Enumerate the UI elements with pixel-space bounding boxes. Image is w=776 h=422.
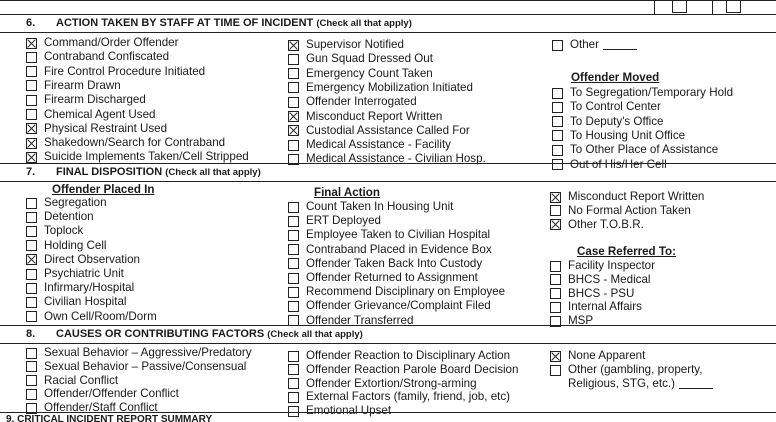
checkbox[interactable] xyxy=(552,159,563,170)
checkbox-label: Other xyxy=(570,38,599,51)
checkbox-item-shakedown-search-for-contraband[interactable] xyxy=(26,136,225,150)
checkbox[interactable] xyxy=(550,261,561,272)
checkbox-item-emergency-mobilization-initiated[interactable] xyxy=(288,81,473,95)
checkbox-item-racial-conflict[interactable] xyxy=(26,374,118,388)
checkbox[interactable] xyxy=(288,82,299,93)
checkbox[interactable] xyxy=(552,88,563,99)
checkbox[interactable] xyxy=(288,97,299,108)
checkbox[interactable] xyxy=(26,109,37,120)
checkbox-item-offender-offender-conflict[interactable] xyxy=(26,387,179,401)
checkbox-item-firearm-drawn[interactable] xyxy=(26,79,121,93)
checkbox-item-sexual-behavior-aggressive-predatory[interactable] xyxy=(26,346,252,360)
checkbox-label: To Control Center xyxy=(570,100,661,114)
checkbox[interactable] xyxy=(550,288,561,299)
checkbox-label: Offender Extortion/Strong-arming xyxy=(306,376,477,390)
checkbox-label: Fire Control Procedure Initiated xyxy=(44,64,206,78)
final-action-heading: Final Action xyxy=(314,186,380,199)
checkbox-label: Offender/Offender Conflict xyxy=(44,387,179,401)
other-continuation-text: Religious, STG, etc.) xyxy=(568,377,675,390)
checkbox[interactable] xyxy=(26,348,37,359)
checkbox-label: Offender Interrogated xyxy=(306,95,417,109)
offender-moved-heading: Offender Moved xyxy=(571,71,660,84)
checkbox[interactable] xyxy=(550,351,561,362)
checkbox-item-to-segregation-temporary-hold[interactable] xyxy=(552,86,733,100)
checkbox[interactable] xyxy=(26,80,37,91)
checkbox[interactable] xyxy=(26,66,37,77)
checkbox-item-medical-assistance-facility[interactable] xyxy=(288,138,451,152)
checkbox[interactable] xyxy=(288,140,299,151)
checkbox-label: No Formal Action Taken xyxy=(568,203,691,217)
checkbox[interactable] xyxy=(26,297,37,308)
checkbox[interactable] xyxy=(26,212,37,223)
checkbox-label: Out of His/Her Cell xyxy=(570,157,667,171)
checkbox-item-offender-returned-to-assignment[interactable] xyxy=(288,271,478,285)
checkbox-label: Offender Grievance/Complaint Filed xyxy=(306,299,491,313)
checkbox-label: Contraband Placed in Evidence Box xyxy=(306,242,492,256)
checkbox-item-holding-cell[interactable] xyxy=(26,239,107,253)
checkbox-label: To Housing Unit Office xyxy=(570,128,686,142)
checkbox-label: Sexual Behavior – Passive/Consensual xyxy=(44,359,247,373)
section9-cut-title: 9. CRITICAL INCIDENT REPORT SUMMARY xyxy=(6,414,213,422)
checkbox-item-other-gambling-property[interactable] xyxy=(550,363,702,377)
checkbox[interactable] xyxy=(26,38,37,49)
checkbox[interactable] xyxy=(26,95,37,106)
checkbox-label: Direct Observation xyxy=(44,252,141,266)
checkbox-label: Gun Squad Dressed Out xyxy=(306,52,433,66)
checkbox-item-chemical-agent-used[interactable] xyxy=(26,108,156,122)
checkbox-item-out-of-his-her-cell[interactable] xyxy=(552,158,667,172)
checkbox-label: Toplock xyxy=(44,224,84,238)
checkbox[interactable] xyxy=(550,205,561,216)
checkbox[interactable] xyxy=(26,138,37,149)
checkbox-label: Internal Affairs xyxy=(568,300,642,314)
checkbox[interactable] xyxy=(26,152,37,163)
checkbox-label: ERT Deployed xyxy=(306,214,381,228)
checkbox-label: Offender Reaction to Disciplinary Action xyxy=(306,349,511,362)
checkbox[interactable] xyxy=(26,254,37,265)
checkbox[interactable] xyxy=(550,302,561,313)
checkbox-item-count-taken-in-housing-unit[interactable] xyxy=(288,200,453,214)
checkbox-label: Offender/Staff Conflict xyxy=(44,401,158,415)
checkbox-item-external-factors-family-friend-job-etc[interactable] xyxy=(288,390,510,404)
checkbox-label: To Deputy's Office xyxy=(570,114,664,128)
checkbox-label: Facility Inspector xyxy=(568,259,655,272)
checkbox-label: Medical Assistance - Civilian Hosp. xyxy=(306,152,486,166)
checkbox-item-to-deputy-s-office[interactable] xyxy=(552,115,664,129)
checkbox-item-offender-interrogated[interactable] xyxy=(288,95,417,109)
checkbox[interactable] xyxy=(26,240,37,251)
checkbox-item-to-housing-unit-office[interactable] xyxy=(552,129,685,143)
checkbox[interactable] xyxy=(550,219,561,230)
checkbox[interactable] xyxy=(552,116,563,127)
checkbox[interactable] xyxy=(26,52,37,63)
checkbox-label: Offender Transferred xyxy=(306,313,414,327)
top-checkbox-1[interactable] xyxy=(672,0,687,13)
section7-title: FINAL DISPOSITION (Check all that apply) xyxy=(56,166,261,178)
checkbox[interactable] xyxy=(26,123,37,134)
checkbox[interactable] xyxy=(288,216,299,227)
checkbox-item-bhcs-psu[interactable] xyxy=(550,287,634,301)
checkbox-label: Physical Restraint Used xyxy=(44,121,168,135)
checkbox[interactable] xyxy=(550,192,561,203)
checkbox-label: Firearm Drawn xyxy=(44,78,121,92)
checkbox[interactable] xyxy=(288,125,299,136)
checkbox-item-employee-taken-to-civilian-hospital[interactable] xyxy=(288,228,490,242)
checkbox-label: Medical Assistance - Facility xyxy=(306,138,451,152)
checkbox-label: Command/Order Offender xyxy=(44,36,179,49)
checkbox-item-contraband-placed-in-evidence-box[interactable] xyxy=(288,243,492,257)
checkbox-label: Offender Taken Back Into Custody xyxy=(306,256,483,270)
section6-number: 6. xyxy=(26,17,36,29)
checkbox-label: Chemical Agent Used xyxy=(44,107,156,121)
checkbox-item-detention[interactable] xyxy=(26,210,94,224)
checkbox-label: Emergency Count Taken xyxy=(306,66,433,80)
checkbox-item-contraband-confiscated[interactable] xyxy=(26,50,169,64)
checkbox-label: Segregation xyxy=(44,196,107,209)
checkbox-item-civilian-hospital[interactable] xyxy=(26,295,126,309)
checkbox-label: Civilian Hospital xyxy=(44,295,127,309)
checkbox-label: MSP xyxy=(568,314,594,328)
checkbox-item-offender-taken-back-into-custody[interactable] xyxy=(288,257,482,271)
checkbox-label: Other (gambling, property, xyxy=(568,363,703,376)
checkbox-item-none-apparent[interactable] xyxy=(550,349,645,363)
checkbox-item-to-control-center[interactable] xyxy=(552,100,661,114)
checkbox[interactable] xyxy=(288,54,299,65)
checkbox[interactable] xyxy=(26,311,37,322)
checkbox-label: Own Cell/Room/Dorm xyxy=(44,309,157,323)
checkbox-item-other-t-o-b-r[interactable] xyxy=(550,218,644,232)
checkbox-label: Employee Taken to Civilian Hospital xyxy=(306,228,491,242)
checkbox-item-msp[interactable] xyxy=(550,314,593,328)
checkbox-item-misconduct-report-written[interactable] xyxy=(288,110,442,124)
checkbox-item-segregation[interactable] xyxy=(26,196,107,210)
checkbox[interactable] xyxy=(552,40,563,51)
section8-title: CAUSES OR CONTRIBUTING FACTORS (Check all that apply) xyxy=(56,328,363,340)
checkbox-label: Shakedown/Search for Contraband xyxy=(44,136,226,150)
checkbox-label: Psychiatric Unit xyxy=(44,267,124,280)
checkbox-item-recommend-disciplinary-on-employee[interactable] xyxy=(288,285,505,299)
checkbox-item-misconduct-report-written[interactable] xyxy=(550,190,704,204)
checkbox[interactable] xyxy=(26,375,37,386)
checkbox[interactable] xyxy=(288,40,299,51)
checkbox[interactable] xyxy=(288,378,299,389)
checkbox-label: Detention xyxy=(44,210,94,224)
checkbox-item-internal-affairs[interactable] xyxy=(550,300,642,314)
checkbox-item-facility-inspector[interactable] xyxy=(550,259,655,273)
checkbox-item-offender-reaction-parole-board-decision[interactable] xyxy=(288,363,518,377)
top-checkbox-2[interactable] xyxy=(726,0,741,13)
checkbox-item-custodial-assistance-called-for[interactable] xyxy=(288,124,470,138)
checkbox-label: Recommend Disciplinary on Employee xyxy=(306,285,506,299)
checkbox[interactable] xyxy=(288,202,299,213)
checkbox-label: Suicide Implements Taken/Cell Stripped xyxy=(44,150,249,164)
checkbox[interactable] xyxy=(288,230,299,241)
section6-title: ACTION TAKEN BY STAFF AT TIME OF INCIDENT (Check all that apply) xyxy=(56,17,412,29)
other-continuation xyxy=(568,377,713,391)
checkbox-item-offender-reaction-to-disciplinary-action[interactable] xyxy=(288,349,510,363)
checkbox-item-psychiatric-unit[interactable] xyxy=(26,267,124,281)
checkbox-item-emergency-count-taken[interactable] xyxy=(288,67,433,81)
case-referred-heading: Case Referred To: xyxy=(577,245,677,258)
checkbox-label: Emergency Mobilization Initiated xyxy=(306,80,473,94)
checkbox-label: Supervisor Notified xyxy=(306,38,404,51)
checkbox-item-sexual-behavior-passive-consensual[interactable] xyxy=(26,360,246,374)
checkbox-item-toplock[interactable] xyxy=(26,224,83,238)
checkbox-label: Offender Returned to Assignment xyxy=(306,271,478,284)
checkbox-item-supervisor-notified[interactable] xyxy=(288,38,404,52)
checkbox-item-offender-grievance-complaint-filed[interactable] xyxy=(288,299,491,313)
checkbox[interactable] xyxy=(552,102,563,113)
checkbox-item-firearm-discharged[interactable] xyxy=(26,93,146,107)
checkbox-label: Count Taken In Housing Unit xyxy=(306,200,454,213)
other-blank-line[interactable] xyxy=(679,379,713,389)
checkbox-item-to-other-place-of-assistance[interactable] xyxy=(552,143,718,157)
checkbox-item-other[interactable] xyxy=(552,38,637,52)
checkbox-item-fire-control-procedure-initiated[interactable] xyxy=(26,65,205,79)
checkbox[interactable] xyxy=(288,392,299,403)
checkbox[interactable] xyxy=(26,226,37,237)
checkbox[interactable] xyxy=(288,273,299,284)
checkbox[interactable] xyxy=(550,365,561,376)
section7-number: 7. xyxy=(26,166,36,178)
checkbox-label: Emotional Upset xyxy=(306,404,392,418)
checkbox-label: Infirmary/Hospital xyxy=(44,281,135,295)
checkbox[interactable] xyxy=(288,351,299,362)
checkbox-label: External Factors (family, friend, job, etc) xyxy=(306,390,511,404)
checkbox-label: Custodial Assistance Called For xyxy=(306,123,470,137)
checkbox[interactable] xyxy=(552,130,563,141)
checkbox[interactable] xyxy=(288,68,299,79)
checkbox-item-medical-assistance-civilian-hosp[interactable] xyxy=(288,152,486,166)
checkbox-item-offender-extortion-strong-arming[interactable] xyxy=(288,377,477,391)
checkbox-label: To Other Place of Assistance xyxy=(570,143,719,157)
checkbox-label: Misconduct Report Written xyxy=(568,190,705,203)
checkbox-item-physical-restraint-used[interactable] xyxy=(26,122,167,136)
checkbox[interactable] xyxy=(26,198,37,209)
checkbox[interactable] xyxy=(26,389,37,400)
checkbox-item-ert-deployed[interactable] xyxy=(288,214,381,228)
checkbox-item-gun-squad-dressed-out[interactable] xyxy=(288,52,433,66)
checkbox[interactable] xyxy=(288,111,299,122)
checkbox-label: Racial Conflict xyxy=(44,373,119,387)
checkbox[interactable] xyxy=(552,145,563,156)
checkbox[interactable] xyxy=(26,283,37,294)
checkbox-label: Firearm Discharged xyxy=(44,93,146,107)
checkbox-label: Offender Reaction Parole Board Decision xyxy=(306,362,519,376)
checkbox-label: BHCS - PSU xyxy=(568,286,635,300)
checkbox-label: Contraband Confiscated xyxy=(44,50,170,64)
checkbox-item-direct-observation[interactable] xyxy=(26,253,140,267)
checkbox[interactable] xyxy=(26,361,37,372)
checkbox[interactable] xyxy=(288,244,299,255)
checkbox-label: To Segregation/Temporary Hold xyxy=(570,86,734,99)
checkbox-item-infirmary-hospital[interactable] xyxy=(26,281,134,295)
checkbox[interactable] xyxy=(288,364,299,375)
checkbox[interactable] xyxy=(26,269,37,280)
section8-number: 8. xyxy=(26,328,36,340)
checkbox[interactable] xyxy=(550,274,561,285)
offender-placed-heading: Offender Placed In xyxy=(52,183,155,196)
checkbox-label: Other T.O.B.R. xyxy=(568,217,644,231)
checkbox-item-no-formal-action-taken[interactable] xyxy=(550,204,691,218)
checkbox-label: Holding Cell xyxy=(44,238,107,252)
checkbox-item-command-order-offender[interactable] xyxy=(26,36,178,50)
checkbox[interactable] xyxy=(288,287,299,298)
checkbox-label: Misconduct Report Written xyxy=(306,109,443,123)
other-blank-line[interactable] xyxy=(603,40,637,50)
checkbox-item-own-cell-room-dorm[interactable] xyxy=(26,310,157,324)
checkbox-item-bhcs-medical[interactable] xyxy=(550,273,650,287)
checkbox-label: None Apparent xyxy=(568,349,646,362)
checkbox[interactable] xyxy=(288,258,299,269)
checkbox-label: BHCS - Medical xyxy=(568,272,651,286)
checkbox-label: Sexual Behavior – Aggressive/Predatory xyxy=(44,346,252,359)
checkbox[interactable] xyxy=(288,301,299,312)
